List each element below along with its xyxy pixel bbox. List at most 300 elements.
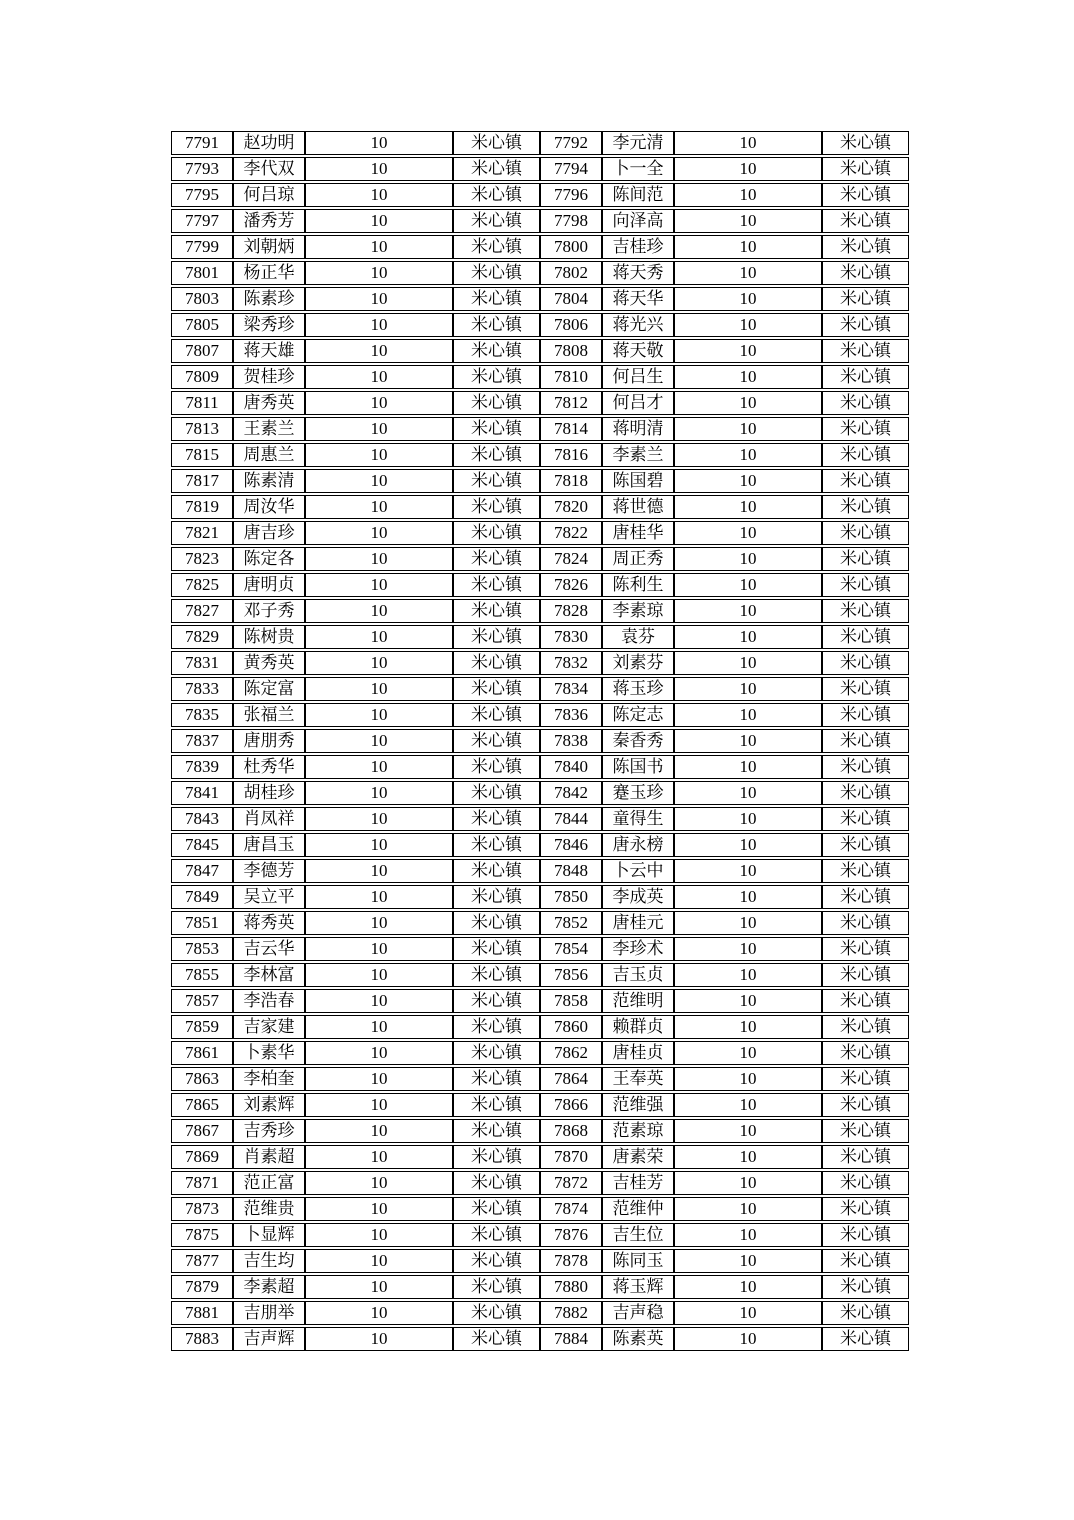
table-row xyxy=(171,339,909,363)
person-name-cell: 吉生位 xyxy=(602,1223,674,1247)
amount-cell: 10 xyxy=(305,703,453,727)
amount-cell: 10 xyxy=(305,313,453,337)
amount-cell: 10 xyxy=(305,807,453,831)
serial-number-cell: 7837 xyxy=(171,729,233,753)
serial-number-cell: 7877 xyxy=(171,1249,233,1273)
person-name-cell: 唐秀英 xyxy=(233,391,305,415)
person-name-cell: 童得生 xyxy=(602,807,674,831)
serial-number-cell: 7818 xyxy=(540,469,602,493)
town-cell: 米心镇 xyxy=(453,1275,540,1299)
amount-cell: 10 xyxy=(674,235,822,259)
person-name-cell: 陈素英 xyxy=(602,1327,674,1351)
serial-number-cell: 7795 xyxy=(171,183,233,207)
town-cell: 米心镇 xyxy=(453,677,540,701)
town-cell: 米心镇 xyxy=(822,339,909,363)
person-name-cell: 梁秀珍 xyxy=(233,313,305,337)
amount-cell: 10 xyxy=(674,1223,822,1247)
amount-cell: 10 xyxy=(674,833,822,857)
person-name-cell: 吉云华 xyxy=(233,937,305,961)
town-cell: 米心镇 xyxy=(822,1015,909,1039)
serial-number-cell: 7814 xyxy=(540,417,602,441)
person-name-cell: 范维仲 xyxy=(602,1197,674,1221)
town-cell: 米心镇 xyxy=(453,859,540,883)
person-name-cell: 李柏奎 xyxy=(233,1067,305,1091)
serial-number-cell: 7825 xyxy=(171,573,233,597)
amount-cell: 10 xyxy=(674,885,822,909)
table-row xyxy=(171,391,909,415)
amount-cell: 10 xyxy=(305,1093,453,1117)
person-name-cell: 肖凤祥 xyxy=(233,807,305,831)
amount-cell: 10 xyxy=(305,1015,453,1039)
amount-cell: 10 xyxy=(674,183,822,207)
serial-number-cell: 7792 xyxy=(540,131,602,155)
person-name-cell: 蒋天敬 xyxy=(602,339,674,363)
person-name-cell: 杨正华 xyxy=(233,261,305,285)
person-name-cell: 陈利生 xyxy=(602,573,674,597)
roster-table-body xyxy=(171,131,909,1351)
amount-cell: 10 xyxy=(305,261,453,285)
town-cell: 米心镇 xyxy=(822,1327,909,1351)
table-row xyxy=(171,1145,909,1169)
serial-number-cell: 7834 xyxy=(540,677,602,701)
serial-number-cell: 7809 xyxy=(171,365,233,389)
person-name-cell: 李元清 xyxy=(602,131,674,155)
person-name-cell: 李素超 xyxy=(233,1275,305,1299)
person-name-cell: 吉声辉 xyxy=(233,1327,305,1351)
table-row xyxy=(171,521,909,545)
table-row xyxy=(171,1275,909,1299)
person-name-cell: 陈同玉 xyxy=(602,1249,674,1273)
person-name-cell: 秦香秀 xyxy=(602,729,674,753)
town-cell: 米心镇 xyxy=(453,339,540,363)
table-row xyxy=(171,313,909,337)
serial-number-cell: 7815 xyxy=(171,443,233,467)
town-cell: 米心镇 xyxy=(822,573,909,597)
person-name-cell: 唐朋秀 xyxy=(233,729,305,753)
table-row xyxy=(171,937,909,961)
person-name-cell: 陈素珍 xyxy=(233,287,305,311)
amount-cell: 10 xyxy=(674,287,822,311)
serial-number-cell: 7813 xyxy=(171,417,233,441)
serial-number-cell: 7848 xyxy=(540,859,602,883)
table-row xyxy=(171,1015,909,1039)
serial-number-cell: 7842 xyxy=(540,781,602,805)
amount-cell: 10 xyxy=(674,1119,822,1143)
table-row xyxy=(171,1223,909,1247)
serial-number-cell: 7873 xyxy=(171,1197,233,1221)
amount-cell: 10 xyxy=(674,1301,822,1325)
amount-cell: 10 xyxy=(674,1275,822,1299)
person-name-cell: 陈定富 xyxy=(233,677,305,701)
amount-cell: 10 xyxy=(305,937,453,961)
person-name-cell: 范维明 xyxy=(602,989,674,1013)
person-name-cell: 王奉英 xyxy=(602,1067,674,1091)
person-name-cell: 李珍术 xyxy=(602,937,674,961)
town-cell: 米心镇 xyxy=(453,547,540,571)
town-cell: 米心镇 xyxy=(822,443,909,467)
town-cell: 米心镇 xyxy=(822,833,909,857)
town-cell: 米心镇 xyxy=(453,1015,540,1039)
amount-cell: 10 xyxy=(674,1197,822,1221)
table-row xyxy=(171,235,909,259)
town-cell: 米心镇 xyxy=(822,1041,909,1065)
town-cell: 米心镇 xyxy=(453,729,540,753)
serial-number-cell: 7849 xyxy=(171,885,233,909)
serial-number-cell: 7879 xyxy=(171,1275,233,1299)
person-name-cell: 蒋玉辉 xyxy=(602,1275,674,1299)
serial-number-cell: 7882 xyxy=(540,1301,602,1325)
serial-number-cell: 7884 xyxy=(540,1327,602,1351)
amount-cell: 10 xyxy=(305,911,453,935)
serial-number-cell: 7811 xyxy=(171,391,233,415)
person-name-cell: 吉朋举 xyxy=(233,1301,305,1325)
person-name-cell: 蒋光兴 xyxy=(602,313,674,337)
amount-cell: 10 xyxy=(674,677,822,701)
table-row xyxy=(171,807,909,831)
town-cell: 米心镇 xyxy=(453,833,540,857)
serial-number-cell: 7856 xyxy=(540,963,602,987)
person-name-cell: 陈树贵 xyxy=(233,625,305,649)
serial-number-cell: 7819 xyxy=(171,495,233,519)
amount-cell: 10 xyxy=(305,521,453,545)
serial-number-cell: 7798 xyxy=(540,209,602,233)
serial-number-cell: 7868 xyxy=(540,1119,602,1143)
town-cell: 米心镇 xyxy=(453,157,540,181)
town-cell: 米心镇 xyxy=(822,729,909,753)
serial-number-cell: 7881 xyxy=(171,1301,233,1325)
serial-number-cell: 7854 xyxy=(540,937,602,961)
serial-number-cell: 7851 xyxy=(171,911,233,935)
serial-number-cell: 7869 xyxy=(171,1145,233,1169)
amount-cell: 10 xyxy=(305,1301,453,1325)
town-cell: 米心镇 xyxy=(822,1301,909,1325)
amount-cell: 10 xyxy=(674,1067,822,1091)
person-name-cell: 吉桂芳 xyxy=(602,1171,674,1195)
amount-cell: 10 xyxy=(305,1067,453,1091)
table-row xyxy=(171,417,909,441)
table-row xyxy=(171,1093,909,1117)
person-name-cell: 范素琼 xyxy=(602,1119,674,1143)
serial-number-cell: 7860 xyxy=(540,1015,602,1039)
serial-number-cell: 7823 xyxy=(171,547,233,571)
amount-cell: 10 xyxy=(674,937,822,961)
serial-number-cell: 7847 xyxy=(171,859,233,883)
town-cell: 米心镇 xyxy=(822,1223,909,1247)
table-row xyxy=(171,261,909,285)
person-name-cell: 刘素辉 xyxy=(233,1093,305,1117)
town-cell: 米心镇 xyxy=(453,1327,540,1351)
amount-cell: 10 xyxy=(674,261,822,285)
town-cell: 米心镇 xyxy=(822,417,909,441)
amount-cell: 10 xyxy=(674,1041,822,1065)
person-name-cell: 向泽高 xyxy=(602,209,674,233)
town-cell: 米心镇 xyxy=(822,287,909,311)
town-cell: 米心镇 xyxy=(822,131,909,155)
town-cell: 米心镇 xyxy=(453,573,540,597)
serial-number-cell: 7830 xyxy=(540,625,602,649)
person-name-cell: 范维贵 xyxy=(233,1197,305,1221)
table-row xyxy=(171,1197,909,1221)
person-name-cell: 卜显辉 xyxy=(233,1223,305,1247)
serial-number-cell: 7875 xyxy=(171,1223,233,1247)
amount-cell: 10 xyxy=(674,443,822,467)
town-cell: 米心镇 xyxy=(453,417,540,441)
amount-cell: 10 xyxy=(674,547,822,571)
town-cell: 米心镇 xyxy=(822,1067,909,1091)
amount-cell: 10 xyxy=(305,209,453,233)
town-cell: 米心镇 xyxy=(453,443,540,467)
serial-number-cell: 7867 xyxy=(171,1119,233,1143)
serial-number-cell: 7802 xyxy=(540,261,602,285)
town-cell: 米心镇 xyxy=(453,703,540,727)
amount-cell: 10 xyxy=(674,859,822,883)
amount-cell: 10 xyxy=(674,989,822,1013)
amount-cell: 10 xyxy=(674,157,822,181)
amount-cell: 10 xyxy=(305,183,453,207)
person-name-cell: 蒋玉珍 xyxy=(602,677,674,701)
town-cell: 米心镇 xyxy=(453,755,540,779)
amount-cell: 10 xyxy=(305,1145,453,1169)
town-cell: 米心镇 xyxy=(453,1067,540,1091)
person-name-cell: 潘秀芳 xyxy=(233,209,305,233)
serial-number-cell: 7883 xyxy=(171,1327,233,1351)
amount-cell: 10 xyxy=(674,625,822,649)
town-cell: 米心镇 xyxy=(453,963,540,987)
person-name-cell: 陈国书 xyxy=(602,755,674,779)
serial-number-cell: 7817 xyxy=(171,469,233,493)
serial-number-cell: 7824 xyxy=(540,547,602,571)
amount-cell: 10 xyxy=(674,599,822,623)
table-row xyxy=(171,989,909,1013)
town-cell: 米心镇 xyxy=(822,911,909,935)
serial-number-cell: 7832 xyxy=(540,651,602,675)
town-cell: 米心镇 xyxy=(453,287,540,311)
amount-cell: 10 xyxy=(305,391,453,415)
table-row xyxy=(171,287,909,311)
town-cell: 米心镇 xyxy=(453,1223,540,1247)
town-cell: 米心镇 xyxy=(453,1145,540,1169)
amount-cell: 10 xyxy=(674,417,822,441)
serial-number-cell: 7791 xyxy=(171,131,233,155)
amount-cell: 10 xyxy=(674,521,822,545)
town-cell: 米心镇 xyxy=(453,1041,540,1065)
person-name-cell: 陈定各 xyxy=(233,547,305,571)
table-row xyxy=(171,1119,909,1143)
town-cell: 米心镇 xyxy=(453,1093,540,1117)
person-name-cell: 周汝华 xyxy=(233,495,305,519)
person-name-cell: 贺桂珍 xyxy=(233,365,305,389)
amount-cell: 10 xyxy=(674,781,822,805)
town-cell: 米心镇 xyxy=(453,885,540,909)
amount-cell: 10 xyxy=(674,1015,822,1039)
serial-number-cell: 7804 xyxy=(540,287,602,311)
person-name-cell: 李林富 xyxy=(233,963,305,987)
person-name-cell: 唐桂贞 xyxy=(602,1041,674,1065)
amount-cell: 10 xyxy=(674,1145,822,1169)
amount-cell: 10 xyxy=(674,807,822,831)
person-name-cell: 蒋天华 xyxy=(602,287,674,311)
person-name-cell: 何吕才 xyxy=(602,391,674,415)
serial-number-cell: 7826 xyxy=(540,573,602,597)
town-cell: 米心镇 xyxy=(822,1275,909,1299)
serial-number-cell: 7805 xyxy=(171,313,233,337)
person-name-cell: 陈素清 xyxy=(233,469,305,493)
serial-number-cell: 7799 xyxy=(171,235,233,259)
serial-number-cell: 7845 xyxy=(171,833,233,857)
serial-number-cell: 7850 xyxy=(540,885,602,909)
town-cell: 米心镇 xyxy=(822,1119,909,1143)
person-name-cell: 唐素荣 xyxy=(602,1145,674,1169)
person-name-cell: 卜云中 xyxy=(602,859,674,883)
serial-number-cell: 7841 xyxy=(171,781,233,805)
table-row xyxy=(171,755,909,779)
amount-cell: 10 xyxy=(674,1249,822,1273)
serial-number-cell: 7863 xyxy=(171,1067,233,1091)
amount-cell: 10 xyxy=(305,963,453,987)
person-name-cell: 邓子秀 xyxy=(233,599,305,623)
town-cell: 米心镇 xyxy=(822,989,909,1013)
serial-number-cell: 7800 xyxy=(540,235,602,259)
town-cell: 米心镇 xyxy=(822,807,909,831)
person-name-cell: 胡桂珍 xyxy=(233,781,305,805)
town-cell: 米心镇 xyxy=(822,781,909,805)
table-row xyxy=(171,963,909,987)
amount-cell: 10 xyxy=(674,365,822,389)
person-name-cell: 范正富 xyxy=(233,1171,305,1195)
amount-cell: 10 xyxy=(674,209,822,233)
amount-cell: 10 xyxy=(305,859,453,883)
amount-cell: 10 xyxy=(674,729,822,753)
amount-cell: 10 xyxy=(305,1327,453,1351)
person-name-cell: 赵功明 xyxy=(233,131,305,155)
amount-cell: 10 xyxy=(305,573,453,597)
amount-cell: 10 xyxy=(305,755,453,779)
town-cell: 米心镇 xyxy=(453,1249,540,1273)
person-name-cell: 陈国碧 xyxy=(602,469,674,493)
town-cell: 米心镇 xyxy=(822,235,909,259)
person-name-cell: 何吕琼 xyxy=(233,183,305,207)
town-cell: 米心镇 xyxy=(453,131,540,155)
town-cell: 米心镇 xyxy=(822,755,909,779)
person-name-cell: 卜一全 xyxy=(602,157,674,181)
person-name-cell: 杜秀华 xyxy=(233,755,305,779)
amount-cell: 10 xyxy=(305,1197,453,1221)
town-cell: 米心镇 xyxy=(453,989,540,1013)
town-cell: 米心镇 xyxy=(822,391,909,415)
person-name-cell: 李素琼 xyxy=(602,599,674,623)
person-name-cell: 唐昌玉 xyxy=(233,833,305,857)
table-row xyxy=(171,729,909,753)
town-cell: 米心镇 xyxy=(453,469,540,493)
amount-cell: 10 xyxy=(305,989,453,1013)
table-row xyxy=(171,495,909,519)
person-name-cell: 卜素华 xyxy=(233,1041,305,1065)
amount-cell: 10 xyxy=(305,287,453,311)
table-row xyxy=(171,885,909,909)
person-name-cell: 吉声稳 xyxy=(602,1301,674,1325)
amount-cell: 10 xyxy=(674,391,822,415)
amount-cell: 10 xyxy=(674,755,822,779)
person-name-cell: 蒋天秀 xyxy=(602,261,674,285)
person-name-cell: 唐明贞 xyxy=(233,573,305,597)
amount-cell: 10 xyxy=(674,313,822,337)
person-name-cell: 赖群贞 xyxy=(602,1015,674,1039)
amount-cell: 10 xyxy=(305,885,453,909)
person-name-cell: 李德芳 xyxy=(233,859,305,883)
town-cell: 米心镇 xyxy=(822,365,909,389)
table-row xyxy=(171,859,909,883)
town-cell: 米心镇 xyxy=(453,1301,540,1325)
table-row xyxy=(171,599,909,623)
amount-cell: 10 xyxy=(305,1275,453,1299)
town-cell: 米心镇 xyxy=(822,1145,909,1169)
amount-cell: 10 xyxy=(305,1171,453,1195)
town-cell: 米心镇 xyxy=(822,885,909,909)
amount-cell: 10 xyxy=(674,573,822,597)
town-cell: 米心镇 xyxy=(822,157,909,181)
person-name-cell: 唐永榜 xyxy=(602,833,674,857)
table-row xyxy=(171,131,909,155)
serial-number-cell: 7796 xyxy=(540,183,602,207)
person-name-cell: 蹇玉珍 xyxy=(602,781,674,805)
serial-number-cell: 7862 xyxy=(540,1041,602,1065)
person-name-cell: 陈定志 xyxy=(602,703,674,727)
town-cell: 米心镇 xyxy=(453,495,540,519)
serial-number-cell: 7816 xyxy=(540,443,602,467)
town-cell: 米心镇 xyxy=(822,313,909,337)
serial-number-cell: 7810 xyxy=(540,365,602,389)
person-name-cell: 吉家建 xyxy=(233,1015,305,1039)
serial-number-cell: 7871 xyxy=(171,1171,233,1195)
person-name-cell: 李素兰 xyxy=(602,443,674,467)
town-cell: 米心镇 xyxy=(822,521,909,545)
table-row xyxy=(171,443,909,467)
amount-cell: 10 xyxy=(305,729,453,753)
serial-number-cell: 7801 xyxy=(171,261,233,285)
town-cell: 米心镇 xyxy=(822,963,909,987)
serial-number-cell: 7876 xyxy=(540,1223,602,1247)
person-name-cell: 黄秀英 xyxy=(233,651,305,675)
town-cell: 米心镇 xyxy=(453,391,540,415)
town-cell: 米心镇 xyxy=(453,313,540,337)
amount-cell: 10 xyxy=(674,1327,822,1351)
serial-number-cell: 7880 xyxy=(540,1275,602,1299)
amount-cell: 10 xyxy=(305,833,453,857)
person-name-cell: 肖素超 xyxy=(233,1145,305,1169)
town-cell: 米心镇 xyxy=(822,469,909,493)
person-name-cell: 唐吉珍 xyxy=(233,521,305,545)
person-name-cell: 张福兰 xyxy=(233,703,305,727)
table-row xyxy=(171,157,909,181)
serial-number-cell: 7812 xyxy=(540,391,602,415)
table-row xyxy=(171,911,909,935)
town-cell: 米心镇 xyxy=(453,599,540,623)
serial-number-cell: 7855 xyxy=(171,963,233,987)
table-row xyxy=(171,677,909,701)
person-name-cell: 刘朝炳 xyxy=(233,235,305,259)
serial-number-cell: 7870 xyxy=(540,1145,602,1169)
table-row xyxy=(171,573,909,597)
amount-cell: 10 xyxy=(305,651,453,675)
person-name-cell: 陈间范 xyxy=(602,183,674,207)
amount-cell: 10 xyxy=(674,131,822,155)
amount-cell: 10 xyxy=(674,651,822,675)
serial-number-cell: 7806 xyxy=(540,313,602,337)
amount-cell: 10 xyxy=(305,365,453,389)
town-cell: 米心镇 xyxy=(822,677,909,701)
person-name-cell: 李代双 xyxy=(233,157,305,181)
table-row xyxy=(171,469,909,493)
